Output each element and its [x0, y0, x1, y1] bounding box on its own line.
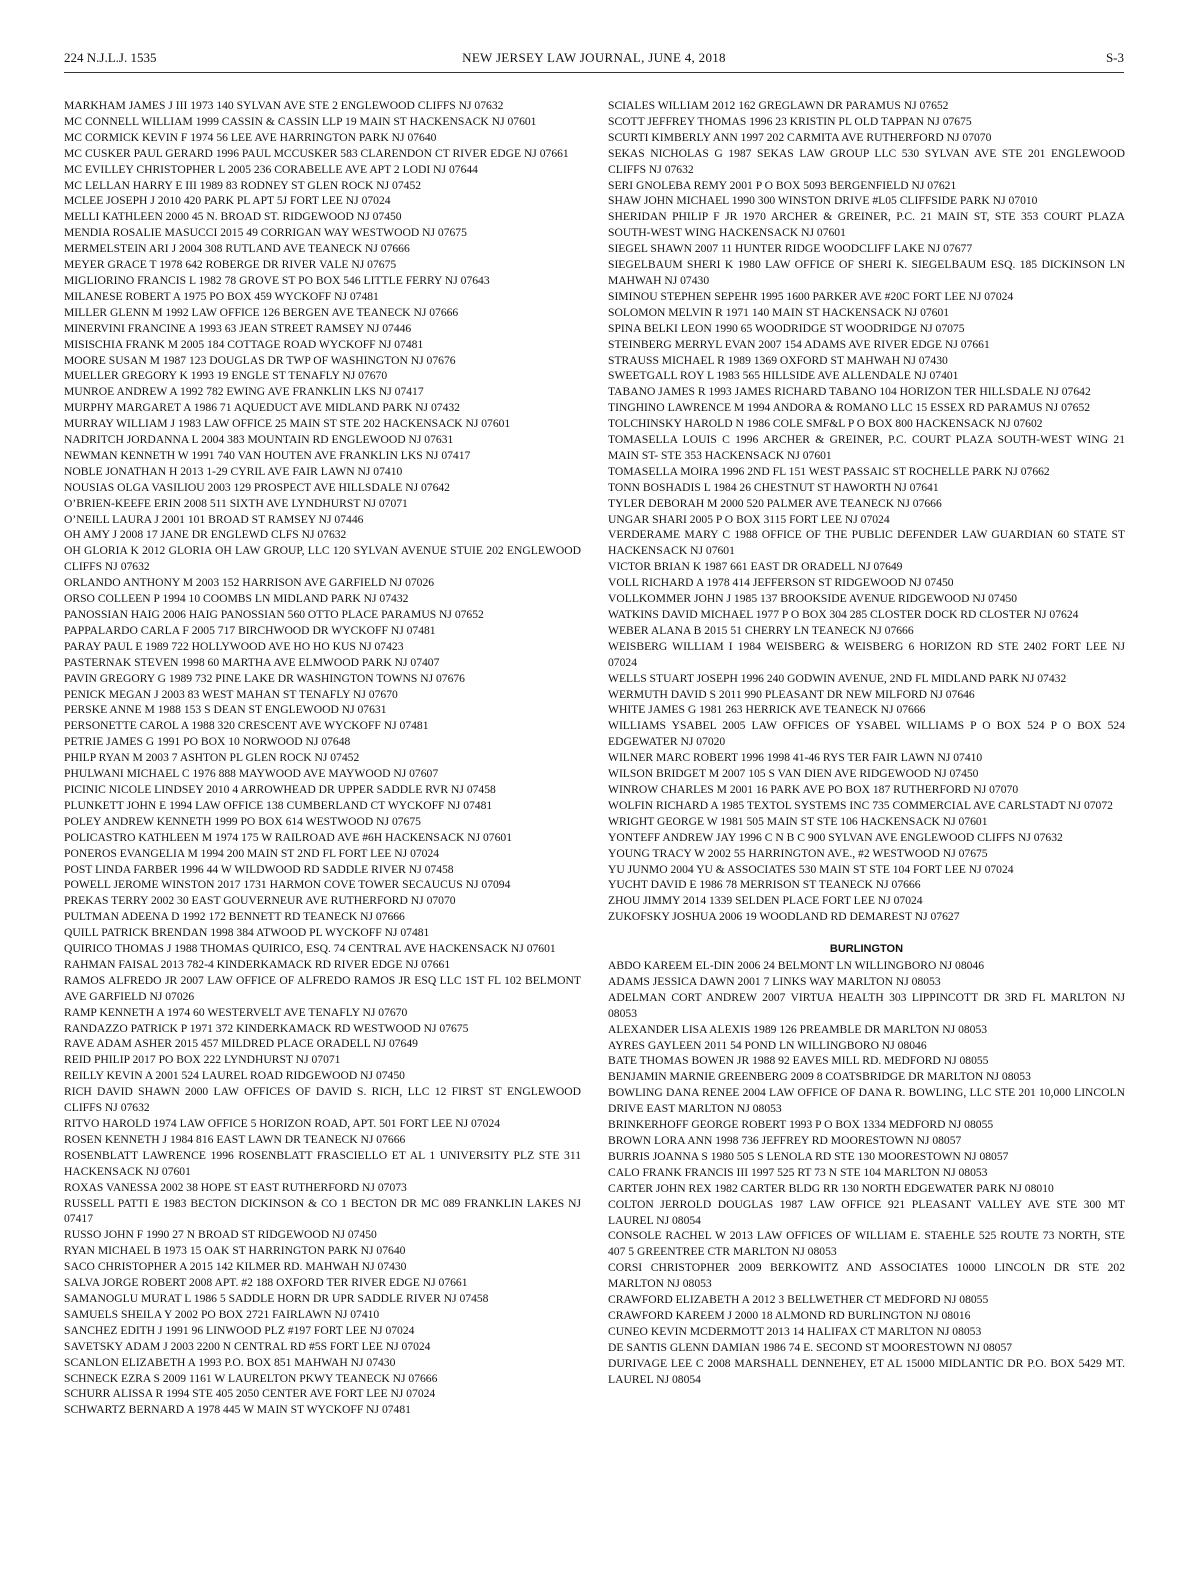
attorney-entry: OH AMY J 2008 17 JANE DR ENGLEWD CLFS NJ 07632	[64, 528, 347, 542]
attorney-entry: PICINIC NICOLE LINDSEY 2010 4 ARROWHEAD DR UPPER SADDLE RVR NJ 07458	[64, 782, 496, 796]
attorney-entry: O’BRIEN-KEEFE ERIN 2008 511 SIXTH AVE LYNDHURST NJ 07071	[64, 496, 408, 510]
attorney-entry: WILSON BRIDGET M 2007 105 S VAN DIEN AVE RIDGEWOOD NJ 07450	[608, 767, 979, 781]
attorney-entry: CONSOLE RACHEL W 2013 LAW OFFICES OF WILLIAM E. STAEHLE 525 ROUTE 73 NORTH, STE 407 5 GREENTREE CTR MARLTON NJ 08053	[608, 1229, 1125, 1259]
attorney-entry: SCURTI KIMBERLY ANN 1997 202 CARMITA AVE RUTHERFORD NJ 07070	[608, 130, 992, 144]
attorney-entry: MELLI KATHLEEN 2000 45 N. BROAD ST. RIDGEWOOD NJ 07450	[64, 210, 402, 224]
attorney-entry: OH GLORIA K 2012 GLORIA OH LAW GROUP, LLC 120 SYLVAN AVENUE STUIE 202 ENGLEWOOD CLIFFS NJ 07632	[64, 544, 581, 574]
attorney-entry: BROWN LORA ANN 1998 736 JEFFREY RD MOORESTOWN NJ 08057	[608, 1134, 962, 1147]
attorney-entry: ZHOU JIMMY 2014 1339 SELDEN PLACE FORT LEE NJ 07024	[608, 894, 923, 908]
attorney-entry: RITVO HAROLD 1974 LAW OFFICE 5 HORIZON ROAD, APT. 501 FORT LEE NJ 07024	[64, 1117, 501, 1130]
attorney-entry: NADRITCH JORDANNA L 2004 383 MOUNTAIN RD ENGLEWOOD NJ 07631	[64, 433, 454, 447]
attorney-entry: TABANO JAMES R 1993 JAMES RICHARD TABANO 104 HORIZON TER HILLSDALE NJ 07642	[608, 385, 1091, 399]
attorney-entry: ADELMAN CORT ANDREW 2007 VIRTUA HEALTH 303 LIPPINCOTT DR 3RD FL MARLTON NJ 08053	[608, 990, 1125, 1020]
attorney-entry: POLEY ANDREW KENNETH 1999 PO BOX 614 WESTWOOD NJ 07675	[64, 814, 421, 828]
attorney-entry: WATKINS DAVID MICHAEL 1977 P O BOX 304 285 CLOSTER DOCK RD CLOSTER NJ 07624	[608, 608, 1079, 621]
attorney-entry: ORSO COLLEEN P 1994 10 COOMBS LN MIDLAND PARK NJ 07432	[64, 592, 409, 606]
attorney-entry: PENICK MEGAN J 2003 83 WEST MAHAN ST TENAFLY NJ 07670	[64, 687, 398, 701]
attorney-entry: PANOSSIAN HAIG 2006 HAIG PANOSSIAN 560 OTTO PLACE PARAMUS NJ 07652	[64, 608, 484, 621]
attorney-entry: WEISBERG WILLIAM I 1984 WEISBERG & WEISBERG 6 HORIZON RD STE 2402 FORT LEE NJ 07024	[608, 639, 1125, 669]
attorney-entry: ADAMS JESSICA DAWN 2001 7 LINKS WAY MARLTON NJ 08053	[608, 974, 941, 988]
attorney-entry: BURRIS JOANNA S 1980 505 S LENOLA RD STE 130 MOORESTOWN NJ 08057	[608, 1149, 1009, 1163]
attorney-entry: CORSI CHRISTOPHER 2009 BERKOWITZ AND ASSOCIATES 10000 LINCOLN DR STE 202 MARLTON NJ 08053	[608, 1261, 1125, 1291]
attorney-entry: PETRIE JAMES G 1991 PO BOX 10 NORWOOD NJ 07648	[64, 735, 351, 749]
attorney-entry: DE SANTIS GLENN DAMIAN 1986 74 E. SECOND ST MOORESTOWN NJ 08057	[608, 1340, 1013, 1354]
attorney-entry: BRINKERHOFF GEORGE ROBERT 1993 P O BOX 1334 MEDFORD NJ 08055	[608, 1118, 994, 1132]
attorney-entry: PERSKE ANNE M 1988 153 S DEAN ST ENGLEWOOD NJ 07631	[64, 703, 387, 717]
attorney-entry: YU JUNMO 2004 YU & ASSOCIATES 530 MAIN ST STE 104 FORT LEE NJ 07024	[608, 862, 1014, 876]
attorney-entry: ABDO KAREEM EL-DIN 2006 24 BELMONT LN WILLINGBORO NJ 08046	[608, 959, 985, 973]
attorney-entry: AYRES GAYLEEN 2011 54 POND LN WILLINGBORO NJ 08046	[608, 1038, 927, 1052]
attorney-entry: BENJAMIN MARNIE GREENBERG 2009 8 COATSBRIDGE DR MARLTON NJ 08053	[608, 1070, 1031, 1084]
attorney-entry: NOBLE JONATHAN H 2013 1-29 CYRIL AVE FAIR LAWN NJ 07410	[64, 464, 403, 478]
attorney-entry: REILLY KEVIN A 2001 524 LAUREL ROAD RIDGEWOOD NJ 07450	[64, 1069, 405, 1083]
attorney-entry: PHULWANI MICHAEL C 1976 888 MAYWOOD AVE MAYWOOD NJ 07607	[64, 767, 439, 781]
attorney-entry: TOMASELLA MOIRA 1996 2ND FL 151 WEST PASSAIC ST ROCHELLE PARK NJ 07662	[608, 464, 1050, 478]
attorney-entry: CALO FRANK FRANCIS III 1997 525 RT 73 N STE 104 MARLTON NJ 08053	[608, 1165, 988, 1179]
attorney-entry: SAMUELS SHEILA Y 2002 PO BOX 2721 FAIRLAWN NJ 07410	[64, 1307, 380, 1321]
attorney-entry: PERSONETTE CAROL A 1988 320 CRESCENT AVE WYCKOFF NJ 07481	[64, 719, 429, 733]
attorney-entry: PAPPALARDO CARLA F 2005 717 BIRCHWOOD DR WYCKOFF NJ 07481	[64, 623, 436, 637]
attorney-entry: VERDERAME MARY C 1988 OFFICE OF THE PUBLIC DEFENDER LAW GUARDIAN 60 STATE ST HACKENSACK NJ 07601	[608, 528, 1125, 558]
attorney-entry: CUNEO KEVIN MCDERMOTT 2013 14 HALIFAX CT MARLTON NJ 08053	[608, 1324, 982, 1338]
attorney-entry: ROSENBLATT LAWRENCE 1996 ROSENBLATT FRASCIELLO ET AL 1 UNIVERSITY PLZ STE 311 HACKENSACK NJ 07601	[64, 1148, 581, 1178]
attorney-entry: RICH DAVID SHAWN 2000 LAW OFFICES OF DAVID S. RICH, LLC 12 FIRST ST ENGLEWOOD CLIFFS NJ 07632	[64, 1085, 581, 1115]
attorney-entry: SOLOMON MELVIN R 1971 140 MAIN ST HACKENSACK NJ 07601	[608, 305, 950, 319]
attorney-entry: UNGAR SHARI 2005 P O BOX 3115 FORT LEE NJ 07024	[608, 512, 890, 526]
attorney-entry: CARTER JOHN REX 1982 CARTER BLDG RR 130 NORTH EDGEWATER PARK NJ 08010	[608, 1181, 1054, 1195]
attorney-entry: MUELLER GREGORY K 1993 19 ENGLE ST TENAFLY NJ 07670	[64, 369, 388, 383]
attorney-entry: POST LINDA FARBER 1996 44 W WILDWOOD RD SADDLE RIVER NJ 07458	[64, 862, 454, 876]
bergen-continued-list	[608, 98, 1125, 925]
attorney-entry: RAMP KENNETH A 1974 60 WESTERVELT AVE TENAFLY NJ 07670	[64, 1005, 408, 1019]
attorney-entry: STRAUSS MICHAEL R 1989 1369 OXFORD ST MAHWAH NJ 07430	[608, 353, 948, 367]
attorney-entry: WINROW CHARLES M 2001 16 PARK AVE PO BOX 187 RUTHERFORD NJ 07070	[608, 782, 1019, 796]
page-header	[64, 50, 1124, 70]
attorney-entry: RUSSO JOHN F 1990 27 N BROAD ST RIDGEWOOD NJ 07450	[64, 1228, 377, 1242]
attorney-entry: PARAY PAUL E 1989 722 HOLLYWOOD AVE HO HO KUS NJ 07423	[64, 639, 404, 653]
attorney-entry: TYLER DEBORAH M 2000 520 PALMER AVE TEANECK NJ 07666	[608, 496, 942, 510]
attorney-entry: MENDIA ROSALIE MASUCCI 2015 49 CORRIGAN WAY WESTWOOD NJ 07675	[64, 226, 467, 240]
attorney-entry: SANCHEZ EDITH J 1991 96 LINWOOD PLZ #197 FORT LEE NJ 07024	[64, 1323, 415, 1337]
attorney-entry: SWEETGALL ROY L 1983 565 HILLSIDE AVE ALLENDALE NJ 07401	[608, 369, 959, 383]
attorney-entry: TONN BOSHADIS L 1984 26 CHESTNUT ST HAWORTH NJ 07641	[608, 480, 939, 494]
attorney-entry: PLUNKETT JOHN E 1994 LAW OFFICE 138 CUMBERLAND CT WYCKOFF NJ 07481	[64, 798, 493, 812]
header-page-number: S-3	[1105, 50, 1124, 65]
attorney-entry: PULTMAN ADEENA D 1992 172 BENNETT RD TEANECK NJ 07666	[64, 910, 405, 924]
left-column	[64, 98, 581, 1418]
attorney-entry: MC EVILLEY CHRISTOPHER L 2005 236 CORABELLE AVE APT 2 LODI NJ 07644	[64, 162, 478, 176]
attorney-entry: STEINBERG MERRYL EVAN 2007 154 ADAMS AVE RIVER EDGE NJ 07661	[608, 337, 990, 351]
attorney-entry: YONTEFF ANDREW JAY 1996 C N B C 900 SYLVAN AVE ENGLEWOOD CLIFFS NJ 07632	[608, 830, 1063, 844]
attorney-entry: VOLLKOMMER JOHN J 1985 137 BROOKSIDE AVENUE RIDGEWOOD NJ 07450	[608, 592, 1018, 606]
attorney-entry: RAMOS ALFREDO JR 2007 LAW OFFICE OF ALFREDO RAMOS JR ESQ LLC 1ST FL 102 BELMONT AVE GARFIELD NJ 07026	[64, 973, 581, 1003]
attorney-entry: WRIGHT GEORGE W 1981 505 MAIN ST STE 106 HACKENSACK NJ 07601	[608, 814, 988, 828]
attorney-entry: PAVIN GREGORY G 1989 732 PINE LAKE DR WASHINGTON TOWNS NJ 07676	[64, 671, 465, 685]
attorney-entry: MILANESE ROBERT A 1975 PO BOX 459 WYCKOFF NJ 07481	[64, 289, 379, 303]
attorney-entry: WILLIAMS YSABEL 2005 LAW OFFICES OF YSABEL WILLIAMS P O BOX 524 P O BOX 524 EDGEWATER NJ 07020	[608, 719, 1125, 749]
attorney-entry: BOWLING DANA RENEE 2004 LAW OFFICE OF DANA R. BOWLING, LLC STE 201 10,000 LINCOLN DRIVE EAST MARLTON NJ 08053	[608, 1086, 1125, 1116]
attorney-entry: NOUSIAS OLGA VASILIOU 2003 129 PROSPECT AVE HILLSDALE NJ 07642	[64, 480, 450, 494]
attorney-entry: SIMINOU STEPHEN SEPEHR 1995 1600 PARKER AVE #20C FORT LEE NJ 07024	[608, 289, 1014, 303]
attorney-entry: RYAN MICHAEL B 1973 15 OAK ST HARRINGTON PARK NJ 07640	[64, 1244, 406, 1258]
attorney-entry: QUILL PATRICK BRENDAN 1998 384 ATWOOD PL WYCKOFF NJ 07481	[64, 926, 430, 940]
attorney-entry: MCLEE JOSEPH J 2010 420 PARK PL APT 5J FORT LEE NJ 07024	[64, 194, 391, 208]
attorney-entry: MILLER GLENN M 1992 LAW OFFICE 126 BERGEN AVE TEANECK NJ 07666	[64, 305, 459, 319]
attorney-entry: TOLCHINSKY HAROLD N 1986 COLE SMF&L P O BOX 800 HACKENSACK NJ 07602	[608, 417, 1043, 431]
attorney-entry: MC CORMICK KEVIN F 1974 56 LEE AVE HARRINGTON PARK NJ 07640	[64, 130, 437, 144]
attorney-entry: RANDAZZO PATRICK P 1971 372 KINDERKAMACK RD WESTWOOD NJ 07675	[64, 1021, 469, 1035]
header-rule	[64, 72, 1124, 73]
attorney-entry: DURIVAGE LEE C 2008 MARSHALL DENNEHEY, ET AL 15000 MIDLANTIC DR P.O. BOX 5429 MT. LAUREL NJ 08054	[608, 1356, 1125, 1386]
attorney-entry: TOMASELLA LOUIS C 1996 ARCHER & GREINER, P.C. COURT PLAZA SOUTH-WEST WING 21 MAIN ST- STE 353 HACKENSACK NJ 07601	[608, 433, 1125, 462]
attorney-entry: SIEGEL SHAWN 2007 11 HUNTER RIDGE WOODCLIFF LAKE NJ 07677	[608, 242, 973, 256]
attorney-entry: ZUKOFSKY JOSHUA 2006 19 WOODLAND RD DEMAREST NJ 07627	[608, 910, 960, 924]
attorney-entry: SPINA BELKI LEON 1990 65 WOODRIDGE ST WOODRIDGE NJ 07075	[608, 321, 965, 335]
attorney-entry: SCHURR ALISSA R 1994 STE 405 2050 CENTER AVE FORT LEE NJ 07024	[64, 1387, 436, 1401]
attorney-entry: WELLS STUART JOSEPH 1996 240 GODWIN AVENUE, 2ND FL MIDLAND PARK NJ 07432	[608, 671, 1067, 685]
attorney-entry: RAVE ADAM ASHER 2015 457 MILDRED PLACE ORADELL NJ 07649	[64, 1037, 418, 1051]
attorney-entry: MOORE SUSAN M 1987 123 DOUGLAS DR TWP OF WASHINGTON NJ 07676	[64, 353, 456, 367]
attorney-entry: SCANLON ELIZABETH A 1993 P.O. BOX 851 MAHWAH NJ 07430	[64, 1355, 396, 1369]
attorney-entry: YOUNG TRACY W 2002 55 HARRINGTON AVE., #2 WESTWOOD NJ 07675	[608, 846, 988, 860]
attorney-entry: MC LELLAN HARRY E III 1989 83 RODNEY ST GLEN ROCK NJ 07452	[64, 178, 422, 192]
attorney-entry: MIGLIORINO FRANCIS L 1982 78 GROVE ST PO BOX 546 LITTLE FERRY NJ 07643	[64, 273, 490, 287]
attorney-entry: VOLL RICHARD A 1978 414 JEFFERSON ST RIDGEWOOD NJ 07450	[608, 576, 954, 590]
attorney-entry: SHERIDAN PHILIP F JR 1970 ARCHER & GREINER, P.C. 21 MAIN ST, STE 353 COURT PLAZA SOUTH-WEST WING HACKENSACK NJ 07601	[608, 210, 1125, 240]
attorney-entry: SAMANOGLU MURAT L 1986 5 SADDLE HORN DR UPR SADDLE RIVER NJ 07458	[64, 1291, 489, 1305]
attorney-entry: WOLFIN RICHARD A 1985 TEXTOL SYSTEMS INC 735 COMMERCIAL AVE CARLSTADT NJ 07072	[608, 798, 1113, 812]
attorney-entry: POWELL JEROME WINSTON 2017 1731 HARMON COVE TOWER SECAUCUS NJ 07094	[64, 878, 511, 892]
attorney-entry: SERI GNOLEBA REMY 2001 P O BOX 5093 BERGENFIELD NJ 07621	[608, 178, 957, 192]
attorney-entry: PONEROS EVANGELIA M 1994 200 MAIN ST 2ND FL FORT LEE NJ 07024	[64, 846, 440, 860]
attorney-entry: MISISCHIA FRANK M 2005 184 COTTAGE ROAD WYCKOFF NJ 07481	[64, 337, 424, 351]
attorney-entry: CRAWFORD ELIZABETH A 2012 3 BELLWETHER CT MEDFORD NJ 08055	[608, 1293, 989, 1307]
attorney-entry: O’NEILL LAURA J 2001 101 BROAD ST RAMSEY NJ 07446	[64, 512, 364, 526]
attorney-entry: SCHWARTZ BERNARD A 1978 445 W MAIN ST WYCKOFF NJ 07481	[64, 1403, 411, 1417]
attorney-entry: SCIALES WILLIAM 2012 162 GREGLAWN DR PARAMUS NJ 07652	[608, 99, 949, 112]
attorney-entry: ORLANDO ANTHONY M 2003 152 HARRISON AVE GARFIELD NJ 07026	[64, 576, 435, 590]
attorney-entry: ALEXANDER LISA ALEXIS 1989 126 PREAMBLE DR MARLTON NJ 08053	[608, 1022, 988, 1036]
attorney-entry: MURRAY WILLIAM J 1983 LAW OFFICE 25 MAIN ST STE 202 HACKENSACK NJ 07601	[64, 417, 511, 431]
attorney-entry: SALVA JORGE ROBERT 2008 APT. #2 188 OXFORD TER RIVER EDGE NJ 07661	[64, 1276, 468, 1290]
attorney-entry: PREKAS TERRY 2002 30 EAST GOUVERNEUR AVE RUTHERFORD NJ 07070	[64, 894, 456, 908]
attorney-entry: BATE THOMAS BOWEN JR 1988 92 EAVES MILL RD. MEDFORD NJ 08055	[608, 1054, 989, 1068]
attorney-entry: COLTON JERROLD DOUGLAS 1987 LAW OFFICE 921 PLEASANT VALLEY AVE STE 300 MT LAUREL NJ 08054	[608, 1197, 1125, 1227]
burlington-list	[608, 958, 1125, 1387]
attorney-entry: WEBER ALANA B 2015 51 CHERRY LN TEANECK NJ 07666	[608, 623, 914, 637]
attorney-entry: WILNER MARC ROBERT 1996 1998 41-46 RYS TER FAIR LAWN NJ 07410	[608, 751, 983, 765]
attorney-entry: SCOTT JEFFREY THOMAS 1996 23 KRISTIN PL OLD TAPPAN NJ 07675	[608, 114, 972, 128]
attorney-entry: CRAWFORD KAREEM J 2000 18 ALMOND RD BURLINGTON NJ 08016	[608, 1308, 971, 1322]
attorney-entry: PASTERNAK STEVEN 1998 60 MARTHA AVE ELMWOOD PARK NJ 07407	[64, 655, 440, 669]
attorney-entry: MURPHY MARGARET A 1986 71 AQUEDUCT AVE MIDLAND PARK NJ 07432	[64, 401, 460, 415]
attorney-entry: SIEGELBAUM SHERI K 1980 LAW OFFICE OF SHERI K. SIEGELBAUM ESQ. 185 DICKINSON LN MAHWAH NJ 07430	[608, 258, 1125, 287]
header-citation: 224 N.J.L.J. 1535	[64, 50, 157, 65]
attorney-entry: WHITE JAMES G 1981 263 HERRICK AVE TEANECK NJ 07666	[608, 703, 926, 717]
attorney-entry: WERMUTH DAVID S 2011 990 PLEASANT DR NEW MILFORD NJ 07646	[608, 687, 975, 701]
attorney-entry: MC CUSKER PAUL GERARD 1996 PAUL MCCUSKER 583 CLARENDON CT RIVER EDGE NJ 07661	[64, 146, 569, 160]
attorney-entry: MARKHAM JAMES J III 1973 140 SYLVAN AVE STE 2 ENGLEWOOD CLIFFS NJ 07632	[64, 99, 504, 112]
attorney-entry: RUSSELL PATTI E 1983 BECTON DICKINSON & CO 1 BECTON DR MC 089 FRANKLIN LAKES NJ 07417	[64, 1196, 581, 1226]
right-column	[608, 98, 1125, 1388]
attorney-entry: SEKAS NICHOLAS G 1987 SEKAS LAW GROUP LLC 530 SYLVAN AVE STE 201 ENGLEWOOD CLIFFS NJ 07632	[608, 146, 1125, 176]
attorney-entry: SACO CHRISTOPHER A 2015 142 KILMER RD. MAHWAH NJ 07430	[64, 1260, 407, 1274]
attorney-entry: QUIRICO THOMAS J 1988 THOMAS QUIRICO, ESQ. 74 CENTRAL AVE HACKENSACK NJ 07601	[64, 942, 556, 956]
attorney-entry: NEWMAN KENNETH W 1991 740 VAN HOUTEN AVE FRANKLIN LKS NJ 07417	[64, 448, 471, 462]
attorney-entry: SAVETSKY ADAM J 2003 2200 N CENTRAL RD #5S FORT LEE NJ 07024	[64, 1339, 431, 1353]
attorney-entry: MERMELSTEIN ARI J 2004 308 RUTLAND AVE TEANECK NJ 07666	[64, 242, 410, 256]
attorney-entry: ROSEN KENNETH J 1984 816 EAST LAWN DR TEANECK NJ 07666	[64, 1132, 406, 1146]
attorney-entry: TINGHINO LAWRENCE M 1994 ANDORA & ROMANO LLC 15 ESSEX RD PARAMUS NJ 07652	[608, 401, 1091, 415]
attorney-entry: MC CONNELL WILLIAM 1999 CASSIN & CASSIN LLP 19 MAIN ST HACKENSACK NJ 07601	[64, 114, 537, 128]
attorney-entry: RAHMAN FAISAL 2013 782-4 KINDERKAMACK RD RIVER EDGE NJ 07661	[64, 957, 451, 971]
attorney-entry: PHILP RYAN M 2003 7 ASHTON PL GLEN ROCK NJ 07452	[64, 751, 360, 765]
attorney-entry: MUNROE ANDREW A 1992 782 EWING AVE FRANKLIN LKS NJ 07417	[64, 385, 424, 399]
attorney-entry: REID PHILIP 2017 PO BOX 222 LYNDHURST NJ 07071	[64, 1053, 341, 1067]
attorney-entry: SCHNECK EZRA S 2009 1161 W LAURELTON PKWY TEANECK NJ 07666	[64, 1371, 438, 1385]
attorney-entry: YUCHT DAVID E 1986 78 MERRISON ST TEANECK NJ 07666	[608, 878, 921, 892]
section-heading-burlington: BURLINGTON	[829, 943, 904, 956]
attorney-entry: ROXAS VANESSA 2002 38 HOPE ST EAST RUTHERFORD NJ 07073	[64, 1180, 407, 1194]
attorney-entry: POLICASTRO KATHLEEN M 1974 175 W RAILROAD AVE #6H HACKENSACK NJ 07601	[64, 830, 512, 844]
attorney-entry: VICTOR BRIAN K 1987 661 EAST DR ORADELL NJ 07649	[608, 560, 903, 574]
attorney-entry: MINERVINI FRANCINE A 1993 63 JEAN STREET RAMSEY NJ 07446	[64, 321, 412, 335]
attorney-entry: SHAW JOHN MICHAEL 1990 300 WINSTON DRIVE #L05 CLIFFSIDE PARK NJ 07010	[608, 194, 1038, 208]
attorney-entry: MEYER GRACE T 1978 642 ROBERGE DR RIVER VALE NJ 07675	[64, 258, 397, 272]
header-publication: NEW JERSEY LAW JOURNAL, JUNE 4, 2018	[462, 50, 726, 65]
